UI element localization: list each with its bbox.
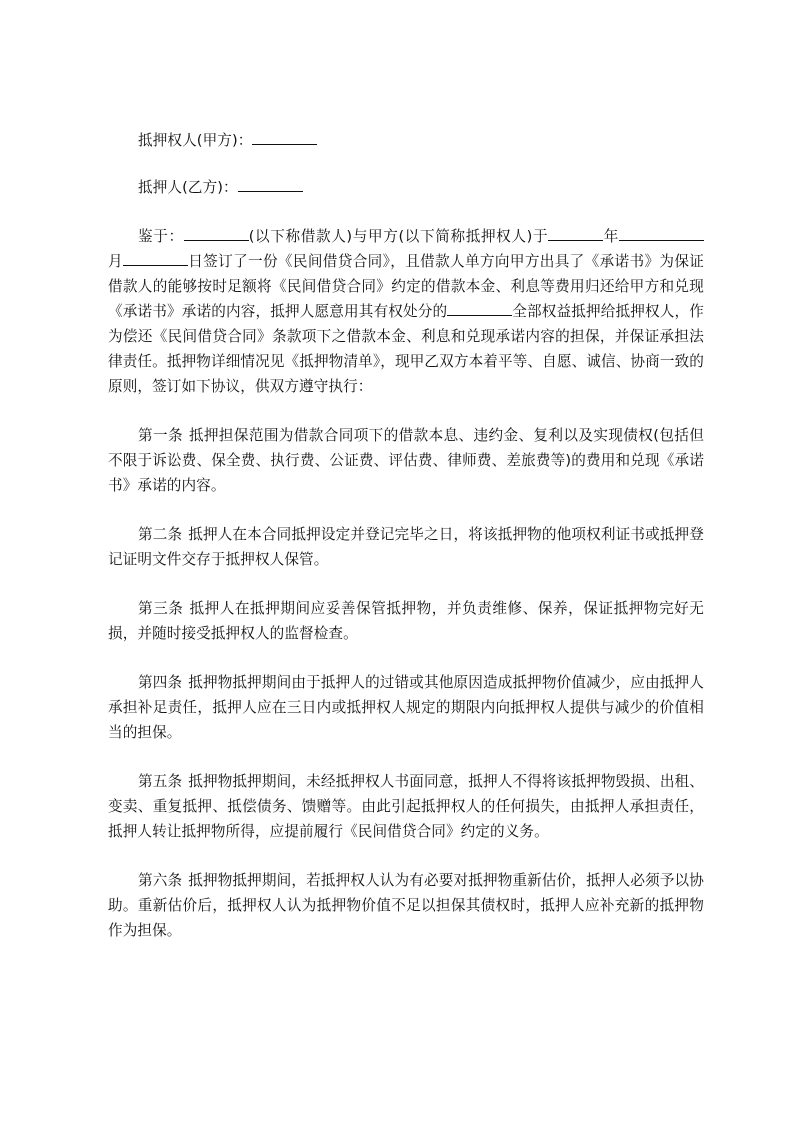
preamble-text-4: 月 (108, 253, 123, 270)
article-number: 第六条 (138, 872, 183, 889)
property-blank (447, 301, 512, 316)
article-text: 抵押人在抵押期间应妥善保管抵押物，并负责维修、保养，保证抵押物完好无损，并随时接受抵押权人的监督检查。 (108, 600, 704, 642)
month-blank-a (619, 226, 674, 241)
article-text: 抵押担保范围为借款合同项下的借款本息、违约金、复利以及实现债权(包括但不限于诉讼费、保全费、执行费、公证费、评估费、律师费、差旅费等)的费用和兑现《承诺书》承诺的内容。 (108, 427, 704, 494)
contract-body (108, 128, 704, 967)
borrower-blank (184, 226, 249, 241)
preamble-text-1: 鉴于： (138, 228, 184, 245)
mortgagee-label: 抵押权人(甲方)： (138, 132, 253, 149)
article-1 (108, 423, 704, 498)
mortgagee-line (108, 128, 704, 153)
article-number: 第一条 (138, 427, 183, 444)
mortgagor-label: 抵押人(乙方)： (138, 179, 238, 196)
preamble-text-3: 年 (603, 228, 619, 245)
mortgagee-blank (252, 130, 317, 145)
day-blank (123, 251, 188, 266)
article-2 (108, 522, 704, 572)
article-text: 抵押物抵押期间，未经抵押权人书面同意，抵押人不得将该抵押物毁损、出租、变卖、重复抵押、抵偿债务、馈赠等。由此引起抵押权人的任何损失，由抵押人承担责任，抵押人转让抵押物所得，应提前履行《民间借贷合同》约定的义务。 (108, 773, 704, 840)
article-6 (108, 868, 704, 943)
preamble-paragraph (108, 224, 704, 399)
preamble-text-6: 全部权益抵押给抵押权人，作为偿还《民间借贷合同》条款项下之借款本金、利息和兑现承诺内容的担保，并保证承担法律责任。抵押物详细情况见《抵押物清单》，现甲乙双方本着平等、自愿、诚信、协商一致的原则，签订如下协议，供双方遵守执行： (108, 303, 704, 395)
mortgagor-line (108, 175, 704, 200)
article-3 (108, 596, 704, 646)
article-5 (108, 769, 704, 844)
month-blank-b (674, 226, 704, 241)
year-blank (548, 226, 603, 241)
article-text: 抵押物抵押期间，若抵押权人认为有必要对抵押物重新估价，抵押人必须予以协助。重新估价后，抵押权人认为抵押物价值不足以担保其债权时，抵押人应补充新的抵押物作为担保。 (108, 872, 704, 939)
article-text: 抵押物抵押期间由于抵押人的过错或其他原因造成抵押物价值减少，应由抵押人承担补足责任，抵押人应在三日内或抵押权人规定的期限内向抵押权人提供与减少的价值相当的担保。 (108, 674, 704, 741)
mortgagor-blank (238, 177, 303, 192)
article-number: 第四条 (138, 674, 183, 691)
article-4 (108, 670, 704, 745)
preamble-text-2: (以下称借款人)与甲方(以下简称抵押权人)于 (248, 228, 549, 245)
article-number: 第二条 (138, 526, 183, 543)
article-number: 第五条 (138, 773, 183, 790)
article-number: 第三条 (138, 600, 184, 617)
article-text: 抵押人在本合同抵押设定并登记完毕之日，将该抵押物的他项权利证书或抵押登记证明文件交存于抵押权人保管。 (108, 526, 704, 568)
preamble-text-5: 日签订了一份《民间借贷合同》，且借款人单方向甲方出具了《承诺书》为保证借款人的能够按时足额将《民间借贷合同》约定的借款本金、利息等费用归还给甲方和兑现《承诺书》承诺的内容，抵押人愿意用其有权处分的 (108, 253, 704, 320)
